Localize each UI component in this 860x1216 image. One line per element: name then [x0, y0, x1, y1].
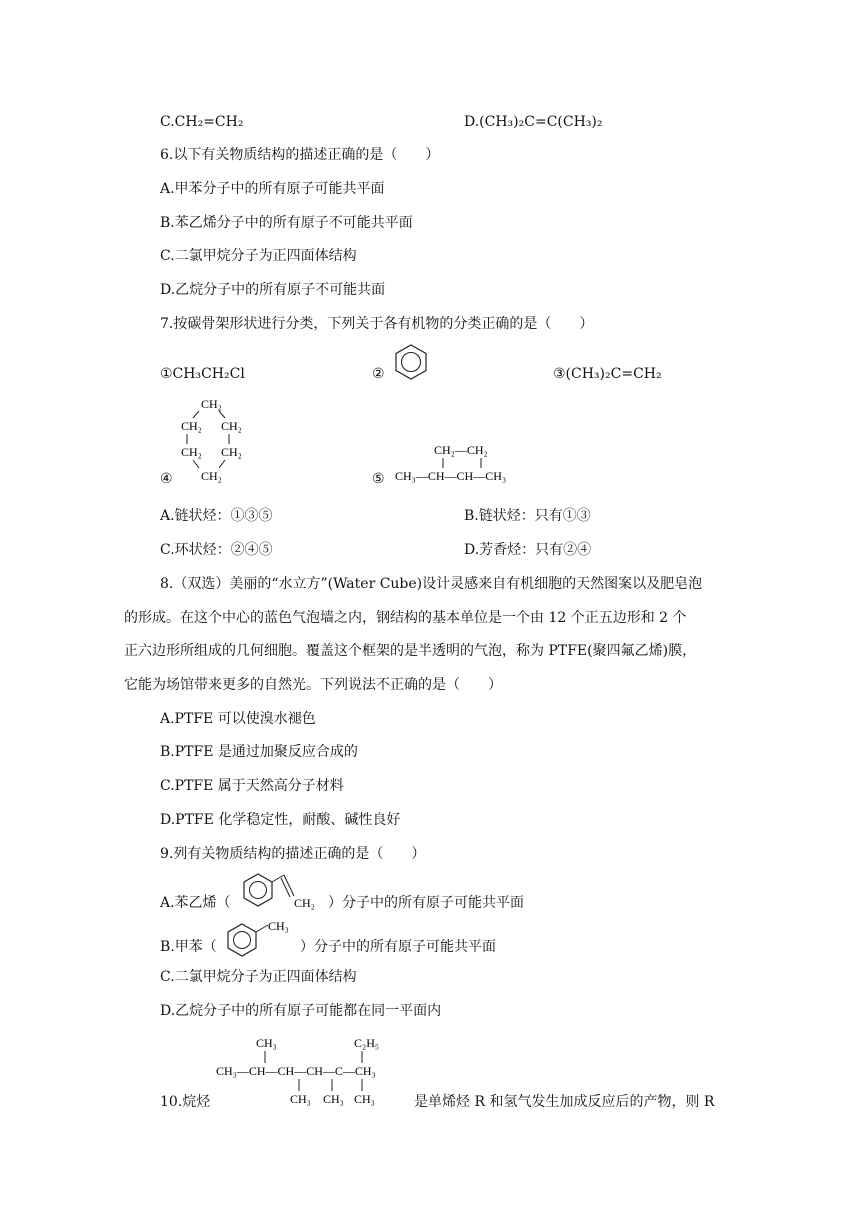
- alkane-top-c2h5: C₂H₅: [354, 1036, 380, 1050]
- q6-option-b: B.苯乙烯分子中的所有原子不可能共平面: [160, 215, 413, 231]
- ring-ch2-ur: CH₂: [221, 419, 242, 433]
- q6-stem: 6.以下有关物质结构的描述正确的是（ ）: [160, 147, 440, 163]
- q7-stem: 7.按碳骨架形状进行分类，下列关于各有机物的分类正确的是（ ）: [160, 316, 594, 332]
- q9-option-b-prefix: B.甲苯（: [160, 939, 217, 955]
- ring-ch2-ll: CH₂: [181, 445, 202, 459]
- q7-item-3: ③(CH₃)₂C=CH₂: [553, 366, 662, 382]
- q9-option-d: D.乙烷分子中的所有原子可能都在同一平面内: [160, 1003, 442, 1019]
- ring-ch2-lr: CH₂: [221, 445, 242, 459]
- q10-suffix: 是单烯烃 R 和氢气发生加成反应后的产物，则 R: [414, 1094, 715, 1110]
- ring-ch2-bottom: CH₂: [201, 469, 222, 483]
- q7-item-5-label: ⑤: [372, 471, 385, 487]
- q8-line-1: 8.（双选）美丽的“水立方”(Water Cube)设计灵感来自有机细胞的天然图案以及肥皂泡: [160, 576, 703, 592]
- cyclohexane-structure: [175, 394, 255, 486]
- q5-option-d: D.(CH₃)₂C=C(CH₃)₂: [464, 114, 603, 130]
- toluene-structure: [222, 916, 302, 958]
- struct5-main: CH₃—CH—CH—CH₃: [395, 469, 507, 483]
- q7-option-a: A.链状烃：①③⑤: [160, 508, 273, 524]
- q5-option-c: C.CH₂=CH₂: [160, 114, 244, 130]
- q7-item-1: ①CH₃CH₂Cl: [160, 366, 245, 382]
- ring-ch2-ul: CH₂: [181, 419, 202, 433]
- alkane-top-ch3: CH₃: [256, 1036, 277, 1050]
- struct5-top: CH₂—CH₂: [434, 443, 488, 457]
- q6-option-a: A.甲苯分子中的所有原子可能共平面: [160, 181, 385, 197]
- styrene-structure: [240, 870, 328, 912]
- q8-option-d: D.PTFE 化学稳定性，耐酸、碱性良好: [160, 812, 401, 828]
- alkane-main-chain: CH₃—CH—CH—CH—C—CH₃: [216, 1064, 376, 1078]
- alkane-bottom-ch3-2: CH₃: [323, 1092, 344, 1106]
- styrene-ch2-label: CH₂: [294, 896, 315, 910]
- ring-ch2-top: CH₂: [201, 397, 222, 411]
- q9-option-b-suffix: ）分子中的所有原子可能共平面: [300, 939, 496, 955]
- q9-option-a-prefix: A.苯乙烯（: [160, 895, 231, 911]
- q8-option-c: C.PTFE 属于天然高分子材料: [160, 778, 344, 794]
- q8-line-3: 正六边形所组成的几何细胞。覆盖这个框架的是半透明的气泡，称为 PTFE(聚四氟乙烯)膜，: [124, 643, 697, 659]
- q8-option-a: A.PTFE 可以使溴水褪色: [160, 711, 316, 727]
- alkane-bottom-ch3-3: CH₃: [354, 1092, 375, 1106]
- q7-item-2-label: ②: [372, 366, 385, 382]
- q9-option-a-suffix: ）分子中的所有原子可能共平面: [328, 895, 524, 911]
- alkane-bottom-ch3-1: CH₃: [290, 1092, 311, 1106]
- q9-stem: 9.列有关物质结构的描述正确的是（ ）: [160, 846, 426, 862]
- q8-line-2: 的形成。在这个中心的蓝色气泡墙之内，钢结构的基本单位是一个由 12 个正五边形和 2 个: [124, 610, 687, 626]
- benzene-ring-icon: [393, 343, 429, 381]
- q7-item-4-label: ④: [160, 471, 173, 487]
- methylcyclobutane-structure: [393, 440, 543, 486]
- q7-option-d: D.芳香烃：只有②④: [464, 542, 592, 558]
- q6-option-c: C.二氯甲烷分子为正四面体结构: [160, 248, 357, 264]
- q7-option-b: B.链状烃：只有①③: [464, 508, 591, 524]
- q8-line-4: 它能为场馆带来更多的自然光。下列说法不正确的是（ ）: [124, 677, 502, 693]
- q9-option-c: C.二氯甲烷分子为正四面体结构: [160, 969, 357, 985]
- q6-option-d: D.乙烷分子中的所有原子不可能共面: [160, 282, 386, 298]
- q7-option-c: C.环状烃：②④⑤: [160, 542, 273, 558]
- toluene-ch3-label: CH₃: [268, 919, 289, 933]
- q10-prefix: 10.烷烃: [160, 1094, 211, 1110]
- q8-option-b: B.PTFE 是通过加聚反应合成的: [160, 744, 358, 760]
- alkane-structure: [214, 1034, 414, 1108]
